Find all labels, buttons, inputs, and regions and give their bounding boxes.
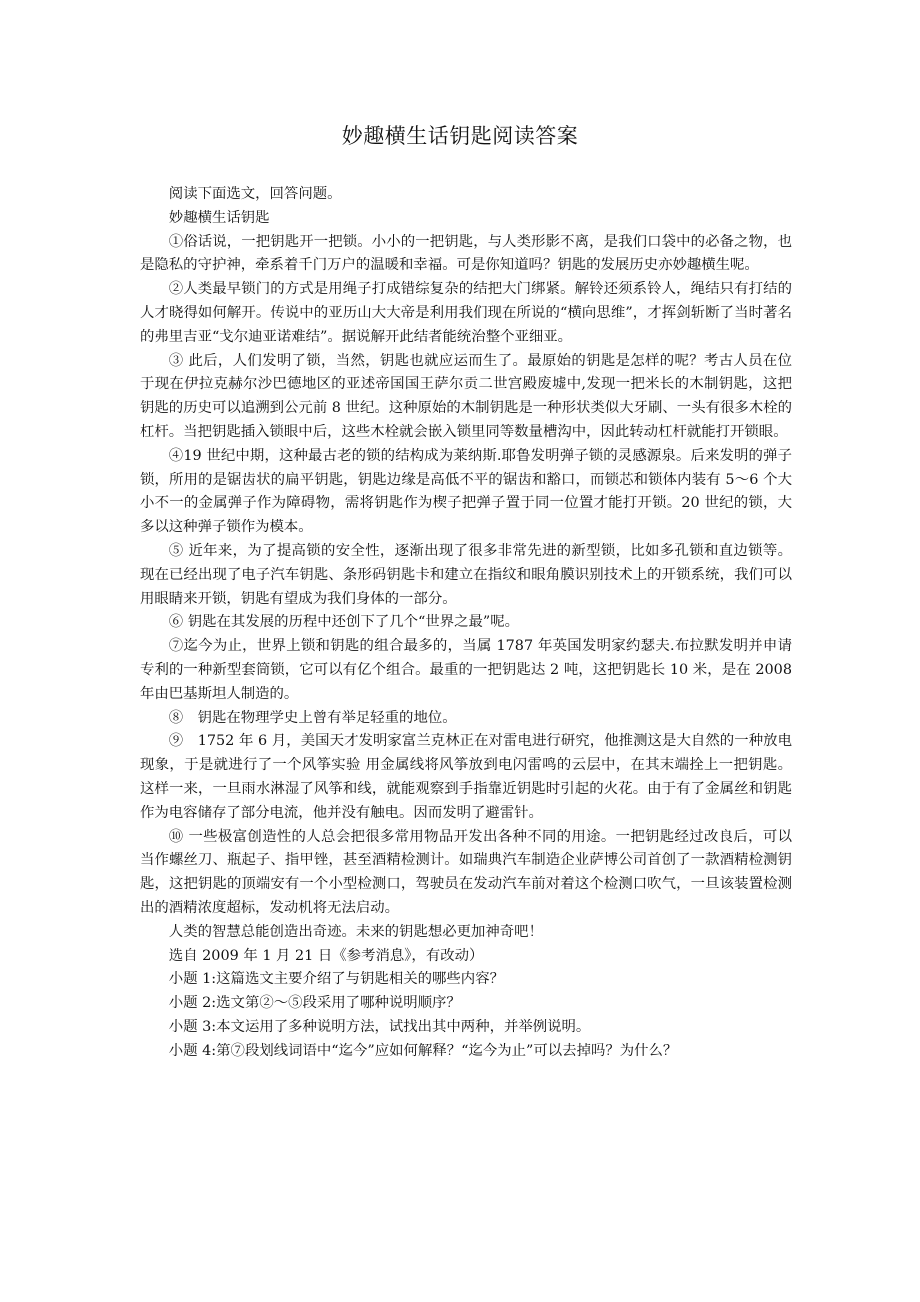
closing-line: 人类的智慧总能创造出奇迹。未来的钥匙想必更加神奇吧！ — [168, 923, 543, 940]
question-3: 小题 3:本文运用了多种说明方法，试找出其中两种，并举例说明。 — [168, 1018, 591, 1035]
paragraph-2: ②人类最早锁门的方式是用绳子打成错综复杂的结把大门绑紧。解铃还须系铃人，绳结只有打结的人才晓得如何解开。传说中的亚历山大大帝是利用我们现在所说的“横向思维”，才挥剑斩断了当时著名的弗里吉亚“戈尔迪亚诺难结”。据说解开此结者能统治整个亚细亚。 — [140, 281, 792, 345]
question-2: 小题 2:选文第②～⑤段采用了哪种说明顺序？ — [168, 995, 461, 1012]
paragraph-7: ⑦迄今为止，世界上锁和钥匙的组合最多的，当属 1787 年英国发明家约瑟夫.布拉默发明并申请专利的一种新型套筒锁，它可以有亿个组合。最重的一把钥匙达 2 吨，这把钥匙长 10 米，是在 2008 年由巴基斯坦人制造的。 — [140, 638, 792, 702]
paragraph-4: ④19 世纪中期，这种最古老的锁的结构成为莱纳斯.耶鲁发明弹子锁的灵感源泉。后来发明的弹子锁，所用的是锯齿状的扁平钥匙，钥匙边缘是高低不平的锯齿和豁口，而锁芯和锁体内装有 5～6 个大小不一的金属弹子作为障碍物，需将钥匙作为楔子把弹子置于同一位置才能打开锁。20 世纪的锁，大多以这种弹子锁作为模本。 — [140, 447, 792, 536]
instruction-line: 阅读下面选文，回答问题。 — [168, 186, 342, 202]
paragraph-3: ③ 此后，人们发明了锁，当然，钥匙也就应运而生了。最原始的钥匙是怎样的呢？考古人员在位于现在伊拉克赫尔沙巴德地区的亚述帝国国王萨尔贡二世宫殿废墟中,发现一把米长的木制钥匙，这把钥匙的历史可以追溯到公元前 8 世纪。这种原始的木制钥匙是一种形状类似大牙刷、一头有很多木栓的杠杆。当把钥匙插入锁眼中后，这些木栓就会嵌入锁里同等数量槽沟中，因此转动杠杆就能打开锁眼。 — [140, 352, 792, 440]
paragraph-10: ⑩ 一些极富创造性的人总会把很多常用物品开发出各种不同的用途。一把钥匙经过改良后，可以当作螺丝刀、瓶起子、指甲锉，甚至酒精检测计。如瑞典汽车制造企业萨博公司首创了一款酒精检测钥匙，这把钥匙的顶端安有一个小型检测口，驾驶员在发动汽车前对着这个检测口吹气，一旦该装置检测出的酒精浓度超标，发动机将无法启动。 — [140, 828, 792, 916]
paragraph-5: ⑤ 近年来，为了提高锁的安全性，逐渐出现了很多非常先进的新型锁，比如多孔锁和直边锁等。现在已经出现了电子汽车钥匙、条形码钥匙卡和建立在指纹和眼角膜识别技术上的开锁系统，我们可以用眼睛来开锁，钥匙有望成为我们身体的一部分。 — [140, 542, 792, 607]
article-heading: 妙趣横生话钥匙 — [168, 209, 270, 226]
paragraph-6: ⑥ 钥匙在其发展的历程中还创下了几个“世界之最”呢。 — [168, 614, 520, 631]
question-4: 小题 4:第⑦段划线词语中“迄今”应如何解释？“迄今为止”可以去掉吗？为什么？ — [168, 1042, 678, 1059]
page-title: 妙趣横生话钥匙阅读答案 — [341, 124, 579, 148]
paragraph-9: ⑨ 1752 年 6 月，美国天才发明家富兰克林正在对雷电进行研究，他推测这是大自然的一种放电现象，于是就进行了一个风筝实验 用金属线将风筝放到电闪雷鸣的云层中，在其末端拴上一把钥匙。这样一来，一旦雨水淋湿了风筝和线，就能观察到手指靠近钥匙时引起的火花。由于有了金属丝和钥匙作为电容储存了部分电流，他并没有触电。因而发明了避雷针。 — [140, 733, 792, 821]
paragraph-1: ①俗话说，一把钥匙开一把锁。小小的一把钥匙，与人类形影不离，是我们口袋中的必备之物，也是隐私的守护神，牵系着千门万户的温暖和幸福。可是你知道吗？钥匙的发展历史亦妙趣横生呢。 — [140, 233, 792, 274]
question-1: 小题 1:这篇选文主要介绍了与钥匙相关的哪些内容？ — [168, 971, 504, 988]
source-line: 选自 2009 年 1 月 21 日《参考消息》，有改动） — [168, 947, 484, 964]
paragraph-8: ⑧ 钥匙在物理学史上曾有举足轻重的地位。 — [168, 709, 457, 726]
article-body — [140, 183, 792, 1063]
